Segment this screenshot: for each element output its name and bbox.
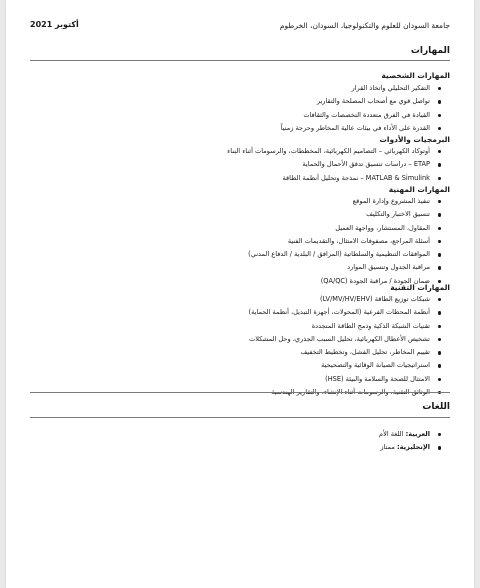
list-item: التفكير التحليلي واتخاذ القرار bbox=[30, 82, 450, 95]
list-item: تشخيص الأعطال الكهربائية، تحليل السبب الجذري، وحل المشكلات bbox=[30, 333, 450, 346]
list-item: تقييم المخاطر، تحليل الفشل، وتخطيط التخفيف bbox=[30, 346, 450, 359]
list-item: MATLAB & Simulink – نمذجة وتحليل أنظمة الطاقة bbox=[30, 172, 450, 185]
skills-section-title: المهارات bbox=[410, 46, 450, 56]
list-item: أسئلة المراجع، مصفوفات الامتثال، والتقديمات الفنية bbox=[30, 235, 450, 248]
personal-skills-title: المهارات الشخصية bbox=[381, 71, 450, 80]
list-item: ضمان الجودة / مراقبة الجودة (QA/QC) bbox=[30, 275, 450, 288]
list-item: ETAP – دراسات تنسيق تدفق الأحمال والحماية bbox=[30, 158, 450, 171]
software-tools-title: البرمجيات والأدوات bbox=[379, 135, 450, 144]
list-item: الوثائق التقنية، والرسومات أثناء الإنشاء، والتقارير الهندسية bbox=[30, 386, 450, 399]
software-tools-list bbox=[30, 145, 450, 185]
language-name: العربية: bbox=[405, 430, 430, 438]
professional-skills-list bbox=[30, 195, 450, 288]
header-date: أكتوبر 2021 bbox=[30, 20, 79, 29]
list-item: أنظمة المحطات الفرعية (المحولات، أجهزة التبديل، أنظمة الحماية) bbox=[30, 306, 450, 319]
technical-skills-list bbox=[30, 293, 450, 399]
languages-divider bbox=[30, 417, 450, 418]
language-item bbox=[30, 441, 450, 454]
page-header bbox=[30, 20, 450, 34]
languages-divider-top bbox=[30, 392, 450, 393]
languages-list bbox=[30, 428, 450, 455]
list-item: القيادة في الفرق متعددة التخصصات والثقافات bbox=[30, 109, 450, 122]
list-item: تنفيذ المشروع وإدارة الموقع bbox=[30, 195, 450, 208]
list-item: المقاول، المستشار، وواجهة العميل bbox=[30, 222, 450, 235]
list-item: تنسيق الاختبار والتكليف bbox=[30, 208, 450, 221]
header-university: جامعة السودان للعلوم والتكنولوجيا، السودان، الخرطوم bbox=[279, 21, 450, 30]
list-item: أوتوكاد الكهربائي – التصاميم الكهربائية، المخططات، والرسومات أثناء البناء bbox=[30, 145, 450, 158]
list-item: الموافقات التنظيمية والسلطاتية (المرافق / البلدية / الدفاع المدني) bbox=[30, 248, 450, 261]
skills-divider bbox=[30, 60, 450, 61]
language-level: ممتاز bbox=[380, 443, 395, 452]
list-item: الامتثال للصحة والسلامة والبيئة (HSE) bbox=[30, 373, 450, 386]
document-page bbox=[6, 0, 474, 588]
professional-skills-title: المهارات المهنية bbox=[388, 185, 450, 194]
list-item: تواصل قوي مع أصحاب المصلحة والتقارير bbox=[30, 95, 450, 108]
list-item: مراقبة الجدول وتنسيق الموارد bbox=[30, 261, 450, 274]
personal-skills-list bbox=[30, 82, 450, 135]
language-name: الإنجليزية: bbox=[397, 443, 430, 452]
list-item: شبكات توزيع الطاقة (LV/MV/HV/EHV) bbox=[30, 293, 450, 306]
languages-section-title: اللغات bbox=[422, 402, 450, 412]
list-item: استراتيجيات الصيانة الوقائية والتصحيحية bbox=[30, 359, 450, 372]
list-item: تقنيات الشبكة الذكية ودمج الطاقة المتجددة bbox=[30, 320, 450, 333]
list-item: القدرة على الأداء في بيئات عالية المخاطر وحرجة زمنياً bbox=[30, 122, 450, 135]
language-level: اللغة الأم bbox=[379, 430, 404, 438]
language-item bbox=[30, 428, 450, 441]
technical-skills-title: المهارات التقنية bbox=[390, 283, 450, 292]
